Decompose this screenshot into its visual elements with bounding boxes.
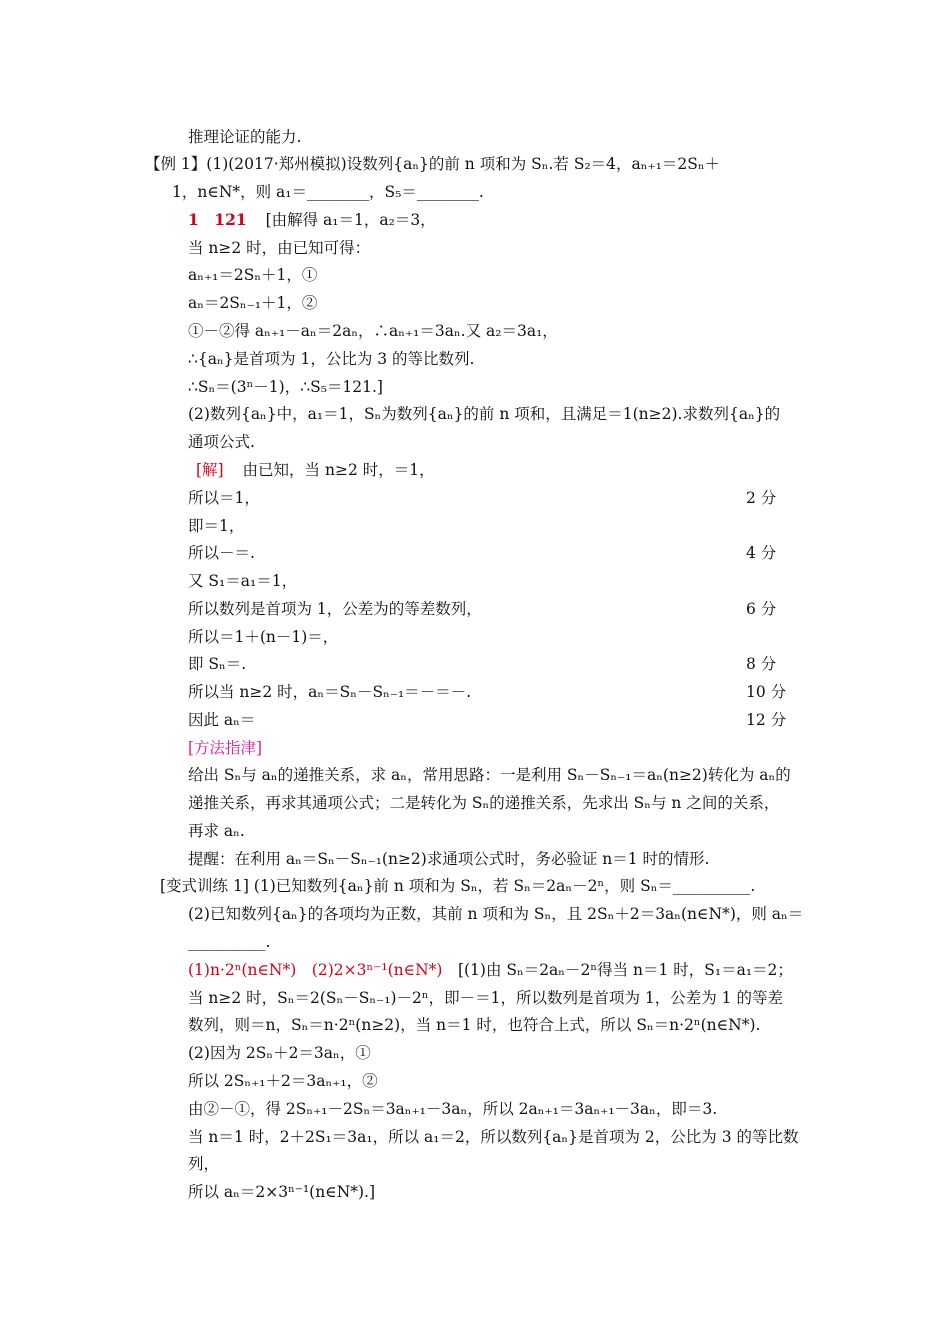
example1-solution-line: ∴{aₙ}是首项为 1，公比为 3 的等比数列. xyxy=(188,350,475,368)
example1-part2-question-line1: (2)数列{aₙ}中，a₁＝1，Sₙ为数列{aₙ}的前 n 项和，且满足＝1(n≥2).求数列{aₙ}的 xyxy=(188,405,781,423)
variant-solution-line: 当 n≥2 时，Sₙ＝2(Sₙ－Sₙ₋₁)－2ⁿ，即－＝1，所以数列是首项为 1，公差为 1 的等差 xyxy=(188,989,783,1007)
step-score: 2 分 xyxy=(746,489,777,507)
example1-question-line1: 【例 1】(1)(2017·郑州模拟)设数列{aₙ}的前 n 项和为 Sₙ.若 S₂＝4，aₙ₊₁＝2Sₙ＋ xyxy=(145,155,721,173)
method-line: 再求 aₙ. xyxy=(188,822,245,840)
step-score: 8 分 xyxy=(746,655,777,673)
variant-solution-line: 所以 aₙ＝2×3ⁿ⁻¹(n∈N*).] xyxy=(188,1183,376,1201)
variant-solution-line: 数列，则＝n，Sₙ＝n·2ⁿ(n≥2)，当 n＝1 时，也符合上式，所以 Sₙ＝n·2ⁿ(n∈N*). xyxy=(188,1016,761,1034)
variant-solution-start: [(1)由 Sₙ＝2aₙ－2ⁿ得当 n＝1 时，S₁＝a₁＝2； xyxy=(442,961,793,979)
variant-solution-line: 列， xyxy=(188,1155,220,1173)
variant-question-line1: [变式训练 1] (1)已知数列{aₙ}前 n 项和为 Sₙ，若 Sₙ＝2aₙ－2ⁿ，则 Sₙ＝__________. xyxy=(160,877,756,895)
method-line: 递推关系，再求其通项公式；二是转化为 Sₙ的递推关系，先求出 Sₙ与 n 之间的关系， xyxy=(188,794,780,812)
solution-intro-text: 由已知，当 n≥2 时，＝1， xyxy=(242,461,435,479)
step-score: 12 分 xyxy=(746,711,787,729)
solution-intro-line xyxy=(196,459,435,481)
method-label: [方法指津] xyxy=(188,739,263,757)
solution-step: 所以－＝. xyxy=(188,544,255,562)
variant-question-line3: __________. xyxy=(188,933,271,951)
solution-step: 所以当 n≥2 时，aₙ＝Sₙ－Sₙ₋₁＝－＝－. xyxy=(188,683,472,701)
variant-question-line2: (2)已知数列{aₙ}的各项均为正数，其前 n 项和为 Sₙ，且 2Sₙ＋2＝3aₙ(n∈N*)，则 aₙ＝ xyxy=(188,905,804,923)
solution-step: 又 S₁＝a₁＝1， xyxy=(188,572,298,590)
variant-solution-line: 当 n＝1 时，2＋2S₁＝3a₁，所以 a₁＝2，所以数列{aₙ}是首项为 2，公比为 3 的等比数 xyxy=(188,1128,799,1146)
method-line: 给出 Sₙ与 aₙ的递推关系，求 aₙ，常用思路：一是利用 Sₙ－Sₙ₋₁＝aₙ(n≥2)转化为 aₙ的 xyxy=(188,766,791,784)
intro-text: 推理论证的能力. xyxy=(188,128,302,146)
example1-answer: 1 121 xyxy=(188,210,247,229)
example1-solution-line: aₙ＝2Sₙ₋₁＋1，② xyxy=(188,294,318,312)
solution-label: [解] xyxy=(196,461,224,479)
method-reminder: 提醒：在利用 aₙ＝Sₙ－Sₙ₋₁(n≥2)求通项公式时，务必验证 n＝1 时的情形. xyxy=(188,850,710,868)
variant-answer: (1)n·2ⁿ(n∈N*) (2)2×3ⁿ⁻¹(n∈N*) xyxy=(188,961,443,979)
example1-solution-line: ∴Sₙ＝(3ⁿ－1)，∴S₅＝121.] xyxy=(188,378,383,396)
example1-solution-line: aₙ₊₁＝2Sₙ＋1，① xyxy=(188,266,318,284)
example1-part2-question-line2: 通项公式. xyxy=(188,433,255,451)
solution-step: 因此 aₙ＝ xyxy=(188,711,256,729)
variant-solution-line: (2)因为 2Sₙ＋2＝3aₙ，① xyxy=(188,1044,371,1062)
solution-step: 即＝1， xyxy=(188,517,245,535)
example1-answer-line xyxy=(188,209,436,231)
example1-solution-start: [由解得 a₁＝1，a₂＝3， xyxy=(265,211,436,229)
solution-step: 所以＝1， xyxy=(188,489,260,507)
solution-step: 所以数列是首项为 1，公差为的等差数列， xyxy=(188,600,482,618)
example1-question-line2: 1，n∈N*，则 a₁＝________，S₅＝________. xyxy=(172,183,484,201)
step-score: 10 分 xyxy=(746,683,787,701)
solution-step: 即 Sₙ＝. xyxy=(188,655,247,673)
example1-solution-line: ①－②得 aₙ₊₁－aₙ＝2aₙ，∴aₙ₊₁＝3aₙ.又 a₂＝3a₁， xyxy=(188,322,558,340)
solution-step: 所以＝1＋(n－1)＝， xyxy=(188,628,339,646)
example1-solution-line: 当 n≥2 时，由已知可得： xyxy=(188,239,371,257)
step-score: 6 分 xyxy=(746,600,777,618)
step-score: 4 分 xyxy=(746,544,777,562)
variant-solution-line: 由②－①，得 2Sₙ₊₁－2Sₙ＝3aₙ₊₁－3aₙ，所以 2aₙ₊₁＝3aₙ₊₁－3aₙ，即＝3. xyxy=(188,1100,718,1118)
variant-answer-line xyxy=(188,959,793,981)
variant-solution-line: 所以 2Sₙ₊₁＋2＝3aₙ₊₁，② xyxy=(188,1072,378,1090)
